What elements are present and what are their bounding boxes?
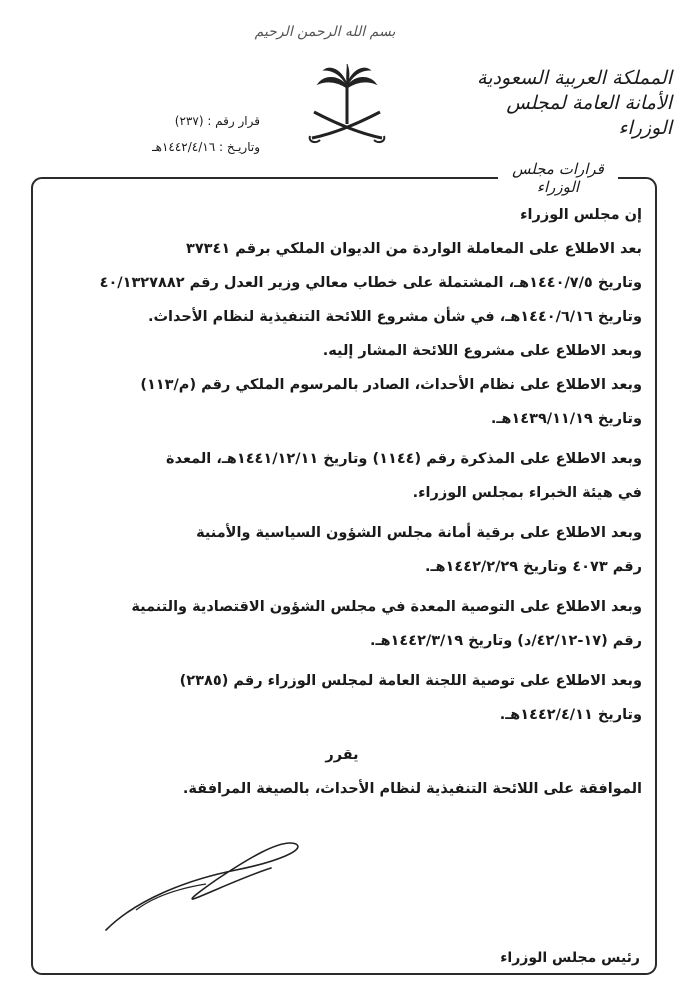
letterhead (472, 66, 672, 141)
decision-text: الموافقة على اللائحة التنفيذية لنظام الأحداث، بالصيغة المرافقة. (182, 781, 642, 797)
paragraph-line: وبعد الاطلاع على نظام الأحداث، الصادر بالمرسوم الملكي رقم (م/١١٣) (140, 377, 642, 393)
paragraph-line: وبعد الاطلاع على المذكرة رقم (١١٤٤) وتاريخ ١٤٤١/١٢/١١هـ، المعدة (166, 451, 642, 467)
decision-number: قرار رقم : (٢٣٧) (174, 114, 260, 128)
kingdom-name: المملكة العربية السعودية (477, 67, 672, 89)
frame-caption: قرارات مجلس الوزراء (498, 160, 618, 196)
paragraph-line: رقم ٤٠٧٣ وتاريخ ١٤٤٢/٢/٢٩هـ. (425, 559, 642, 575)
opening-line: إن مجلس الوزراء (520, 207, 642, 223)
decision-meta (60, 108, 260, 160)
paragraph-line: وتاريخ ١٤٤٠/٧/٥هـ، المشتملة على خطاب معالي وزير العدل رقم ٤٠/١٣٢٧٨٨٢ (99, 275, 642, 291)
paragraph-line: بعد الاطلاع على المعاملة الواردة من الديوان الملكي برقم ٣٧٣٤١ (185, 241, 642, 257)
decision-body (42, 198, 642, 806)
secretariat-name: الأمانة العامة لمجلس الوزراء (506, 92, 672, 139)
signature (96, 840, 316, 940)
decides-heading: يقرر (325, 747, 359, 763)
basmala: بسم الله الرحمن الرحيم (254, 24, 396, 40)
paragraph-line: وبعد الاطلاع على توصية اللجنة العامة لمجلس الوزراء رقم (٢٣٨٥) (179, 673, 642, 689)
paragraph-line: وتاريخ ١٤٤٢/٤/١١هـ. (499, 707, 642, 723)
paragraph-line: وتاريخ ١٤٤٠/٦/١٦هـ، في شأن مشروع اللائحة التنفيذية لنظام الأحداث. (147, 309, 642, 325)
signer-title: رئيس مجلس الوزراء (500, 950, 640, 966)
paragraph-line: رقم (١٧-٤٢/١٢/د) وتاريخ ١٤٤٢/٣/١٩هـ. (369, 633, 642, 649)
emblem-palm-swords-icon (302, 64, 392, 146)
paragraph-line: وبعد الاطلاع على التوصية المعدة في مجلس الشؤون الاقتصادية والتنمية (131, 599, 642, 615)
paragraph-line: في هيئة الخبراء بمجلس الوزراء. (412, 485, 642, 501)
paragraph-line: وبعد الاطلاع على برقية أمانة مجلس الشؤون السياسية والأمنية (196, 525, 642, 541)
paragraph-line: وتاريخ ١٤٣٩/١١/١٩هـ. (490, 411, 642, 427)
paragraph-line: وبعد الاطلاع على مشروع اللائحة المشار إليه. (322, 343, 642, 359)
decision-date: وتاريـخ : ١٤٤٢/٤/١٦هـ (152, 140, 260, 154)
